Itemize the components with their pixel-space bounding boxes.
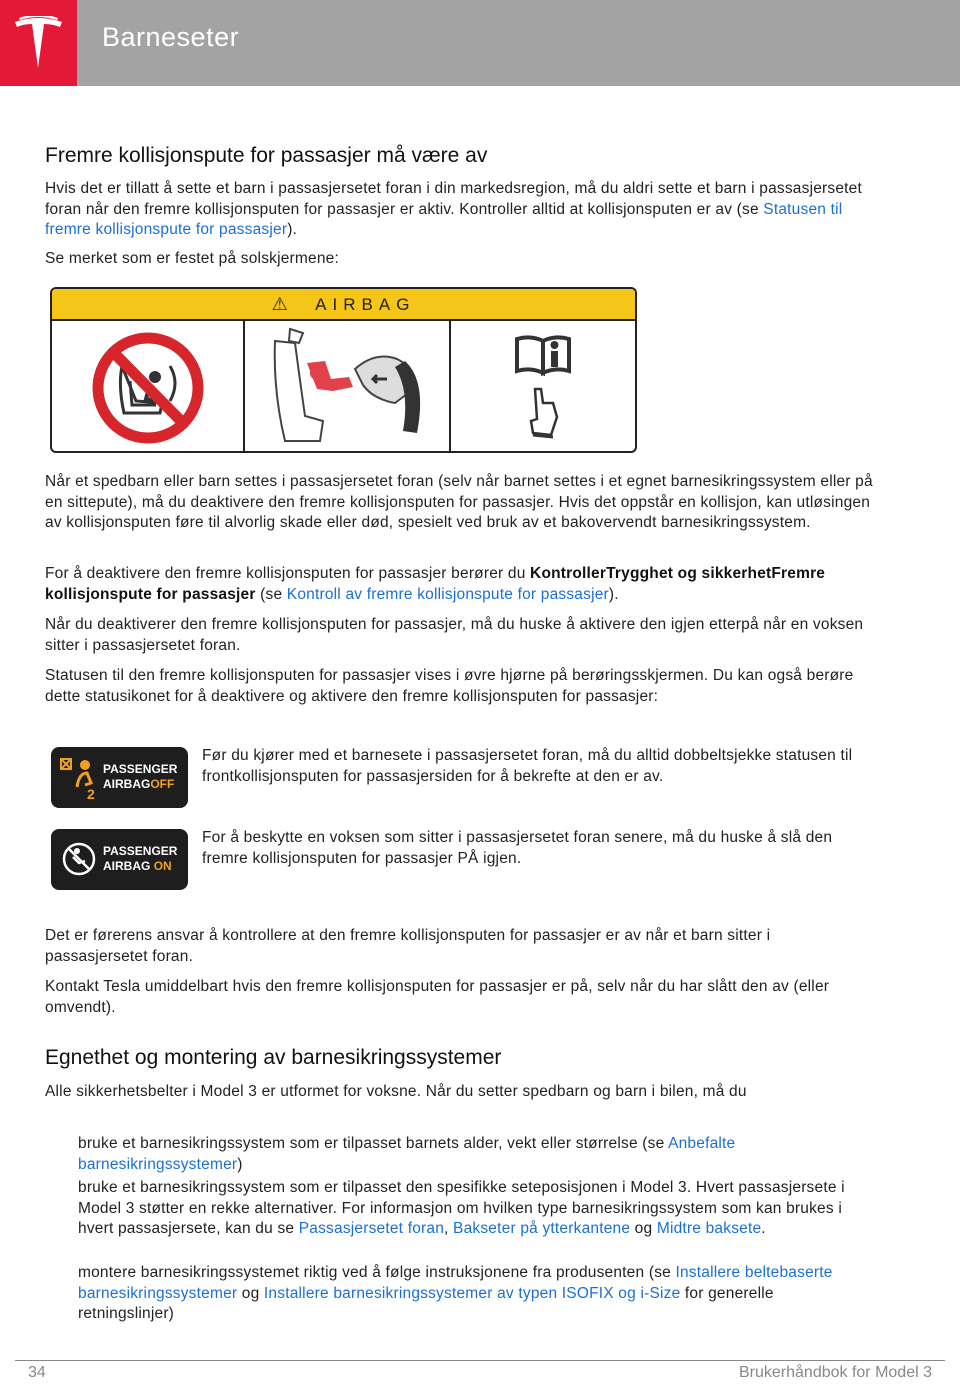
svg-text:2: 2: [87, 786, 95, 802]
paragraph-seatbelts-intro: Alle sikkerhetsbelter i Model 3 er utformet for voksne. Når du setter spedbarn og barn i bilen, må du: [45, 1083, 747, 1100]
link-belt-installation[interactable]: Installere beltebaserte barnesikringssystemer: [78, 1264, 833, 1302]
bullet-age-weight: bruke et barnesikringssystem som er tilpasset barnets alder, vekt eller størrelse (se Anbefalte barnesikringssystemer): [78, 1135, 736, 1173]
bullet-seat-position: bruke et barnesikringssystem som er tilpasset den spesifikke seteposisjonen i Model 3. Hvert passasjersete i Model 3 støtter en rekke alternativer. For informasjon om hvilken type barnesikringssystem som kan brukes i hvert passasjersete, kan du se Passasjersetet foran, Bakseter på ytterkantene og Midtre baksete.: [78, 1179, 845, 1237]
manual-title: Brukerhåndbok for Model 3: [739, 1364, 932, 1381]
paragraph-intro: Hvis det er tillatt å sette et barn i passasjersetet foran i din markedsregion, må du aldri sette et barn i passasjersetet foran når den fremre kollisjonsputen for passasjer er aktiv. Kontroller alltid at kollisjonsputen er av (se Statusen til fremre kollisjonspute for passasjer).: [45, 180, 863, 238]
child-seat-airbag-off-icon: [55, 747, 105, 808]
read-manual-icon: [451, 321, 635, 453]
link-outer-rear-seats[interactable]: Bakseter på ytterkantene: [453, 1220, 631, 1237]
footer-divider: [15, 1360, 945, 1361]
airbag-label-header: ⚠ AIRBAG: [52, 289, 635, 321]
no-child-seat-icon: [52, 321, 245, 453]
paragraph-status-icon: Statusen til den fremre kollisjonsputen for passasjer vises i øvre hjørne på berøringsskjermen. Du kan også berøre dette statusikonet for å deaktivere og aktivere den fremre kollisjonsputen for passasjer:: [45, 667, 854, 705]
link-front-passenger-seat[interactable]: Passasjersetet foran: [298, 1220, 445, 1237]
link-isofix-installation[interactable]: Installere barnesikringssystemer av typen ISOFIX og i-Size: [263, 1284, 681, 1302]
link-airbag-control[interactable]: Kontroll av fremre kollisjonspute for passasjer: [286, 585, 609, 603]
link-airbag-status[interactable]: Statusen til fremre kollisjonspute for passasjer: [45, 200, 843, 238]
adult-airbag-on-icon: [55, 829, 105, 890]
section-heading-airbag: Fremre kollisjonspute for passasjer må være av: [45, 144, 488, 167]
airbag-on-description: For å beskytte en voksen som sitter i passasjersetet foran senere, må du huske å slå den fremre kollisjonsputen for passasjer PÅ igjen.: [202, 829, 833, 867]
passenger-airbag-off-badge: 2 PASSENGER AIRBAGOFF: [51, 747, 188, 808]
airbag-warning-label: [50, 287, 637, 453]
paragraph-deactivate-warning: Når et spedbarn eller barn settes i passasjersetet foran (selv når barnet settes i et egnet barnesikringssystem eller på en sittepute), må du deaktivere den fremre kollisjonsputen for passasjer. Hvis det oppstår en kollisjon, kan utløsingen av kollisjonsputen føre til alvorlig skade eller død, spesielt ved bruk av et bakovervendt barnesikringssystem.: [45, 473, 873, 531]
airbag-off-description: Før du kjører med et barnesete i passasjersetet foran, må du alltid dobbeltsjekke statusen til frontkollisjonsputen for passasjersiden for å bekrefte at den er av.: [202, 747, 853, 785]
paragraph-contact-tesla: Kontakt Tesla umiddelbart hvis den fremre kollisjonsputen for passasjer er på, selv når du har slått den av (eller omvendt).: [45, 978, 830, 1016]
passenger-airbag-on-badge: PASSENGER AIRBAG ON: [51, 829, 188, 890]
paragraph-deactivate-steps: For å deaktivere den fremre kollisjonsputen for passasjer berører du KontrollerTrygghet og sikkerhetFremre kollisjonspute for passasjer (se Kontroll av fremre kollisjonspute for passasjer).: [45, 565, 826, 603]
paragraph-reactivate: Når du deaktiverer den fremre kollisjonsputen for passasjer, må du huske å aktivere den igjen etterpå når en voksen sitter i passasjersetet foran.: [45, 616, 864, 654]
section-heading-child-restraints: Egnethet og montering av barnesikringssystemer: [45, 1046, 502, 1069]
paragraph-driver-responsibility: Det er førerens ansvar å kontrollere at den fremre kollisjonsputen for passasjer er av når et barn sitter i passasjersetet foran.: [45, 927, 771, 965]
paragraph-sunvisor: Se merket som er festet på solskjermene:: [45, 250, 340, 267]
airbag-deploy-illustration-icon: [245, 321, 451, 453]
link-recommended-restraints[interactable]: Anbefalte barnesikringssystemer: [78, 1135, 736, 1173]
page-header: [0, 0, 960, 86]
page-number: 34: [28, 1364, 46, 1381]
warning-triangle-icon: ⚠: [271, 294, 294, 314]
bullet-install-correctly: montere barnesikringssystemet riktig ved å følge instruksjonene fra produsenten (se Installere beltebaserte barnesikringssystemer og Installere barnesikringssystemer av typen ISOFIX og i-Size for generelle retningslinjer): [78, 1264, 833, 1322]
chapter-title: Barneseter: [102, 22, 240, 52]
link-middle-rear-seat[interactable]: Midtre baksete: [656, 1220, 762, 1237]
tesla-logo: [0, 0, 77, 86]
tesla-t-icon: [13, 16, 64, 70]
